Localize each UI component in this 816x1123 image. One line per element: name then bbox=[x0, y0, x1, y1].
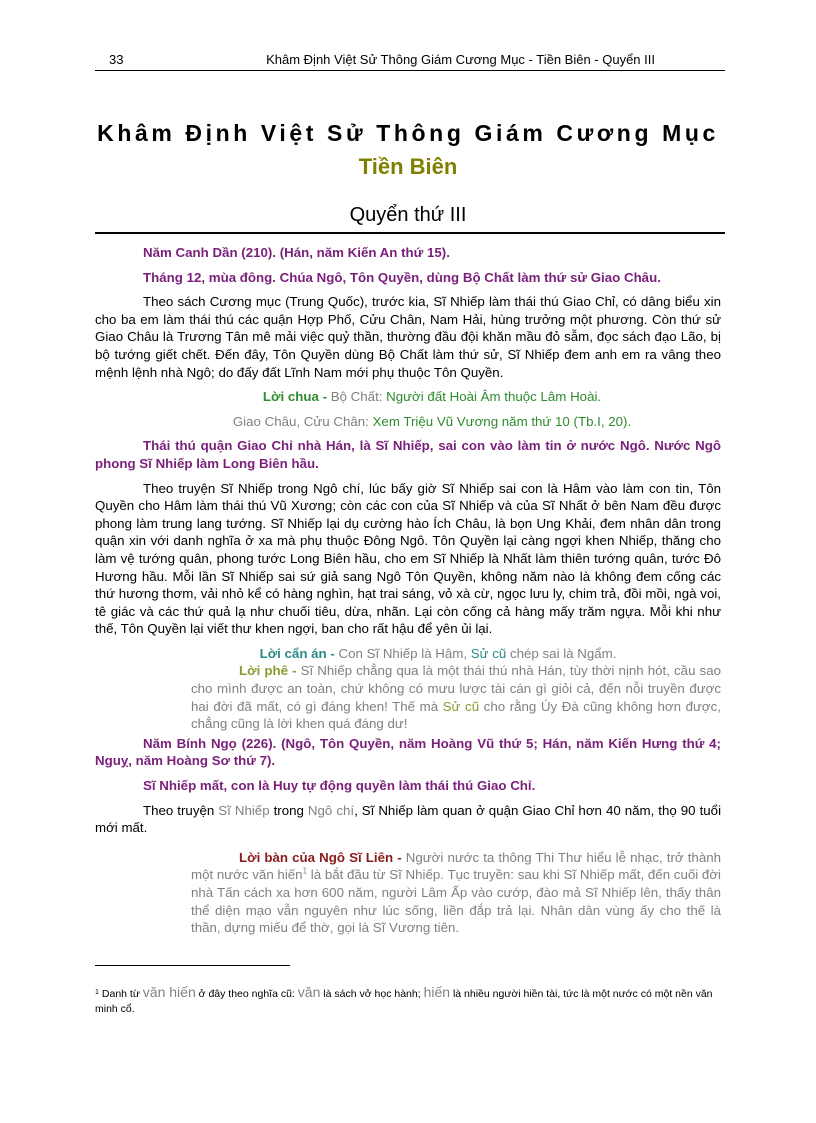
book-title: Khâm Định Việt Sử Thông Giám Cương Mục bbox=[97, 120, 719, 146]
note-giao-chau bbox=[95, 413, 721, 431]
text-run: , Sĩ Nhiếp làm quan ở quận Giao Chỉ hơn 40 năm, thọ 90 tuổi mới mất. bbox=[95, 802, 722, 836]
note-term: Giao Châu, Cửu Chân: bbox=[232, 413, 373, 429]
running-title: Khâm Định Việt Sử Thông Giám Cương Mục - Tiền Biên - Quyển III bbox=[266, 52, 655, 67]
text-run: là sách vở học hành; bbox=[320, 988, 424, 1000]
text-run: Danh từ bbox=[101, 988, 143, 1000]
footnote-reference[interactable]: 1 bbox=[302, 866, 308, 876]
text-run: là nhiều người hiền tài, tức là một nước có một nền văn minh cổ. bbox=[95, 988, 713, 1015]
term-hien: hiến bbox=[423, 984, 451, 1000]
entry-heading-long-bien-hau: Thái thú quận Giao Chỉ nhà Hán, là Sĩ Nhiếp, sai con vào làm tin ở nước Ngô. Nước Ngô phong Sĩ Nhiếp làm Long Biên hầu. bbox=[95, 438, 721, 471]
note-text: cho rằng Úy Đà cũng không hơn được, chẳng cũng là lời khen quá đáng dư! bbox=[191, 698, 721, 732]
entry-heading-year-210: Năm Canh Dần (210). (Hán, năm Kiến An thứ 15). bbox=[143, 245, 450, 260]
paragraph-ngo-chi bbox=[95, 802, 721, 837]
note-text: Con Sĩ Nhiếp là Hâm, bbox=[338, 645, 471, 661]
note-reference: Sử cũ bbox=[442, 698, 480, 714]
note-text: chép sai là Ngẩm. bbox=[506, 645, 617, 661]
term-van: văn bbox=[297, 984, 321, 1000]
note-label: Lời bàn của Ngô Sĩ Liên - bbox=[239, 849, 406, 865]
note-label: Lời chua - bbox=[262, 389, 331, 405]
person-name: Sĩ Nhiếp bbox=[218, 802, 270, 818]
book-name: Ngô chí bbox=[307, 802, 355, 818]
note-text: Xem Triệu Vũ Vương năm thứ 10 (Tb.I, 20). bbox=[372, 413, 632, 429]
title-divider bbox=[95, 232, 725, 234]
term-van-hien: văn hiến bbox=[142, 984, 196, 1000]
footnote-separator bbox=[95, 965, 290, 966]
main-content bbox=[95, 244, 721, 939]
footnote-mark: 1 bbox=[95, 989, 99, 996]
text-run: Theo truyện bbox=[143, 802, 219, 818]
note-text: Người đất Hoài Âm thuộc Lâm Hoài. bbox=[386, 389, 602, 405]
note-loi-can-an bbox=[95, 645, 721, 663]
page-number: 33 bbox=[109, 52, 124, 67]
running-header bbox=[95, 50, 725, 71]
note-label: Lời cẩn án - bbox=[259, 645, 339, 661]
entry-heading-bo-chat: Tháng 12, mùa đông. Chúa Ngô, Tôn Quyền, dùng Bộ Chất làm thứ sử Giao Châu. bbox=[143, 269, 661, 285]
note-reference: Sử cũ bbox=[470, 645, 507, 661]
entry-heading-si-nhiep-mat: Sĩ Nhiếp mất, con là Huy tự động quyền làm thái thú Giao Chỉ. bbox=[143, 778, 536, 794]
note-loi-ban bbox=[191, 849, 721, 937]
paragraph-si-nhiep: Theo truyện Sĩ Nhiếp trong Ngô chí, lúc bấy giờ Sĩ Nhiếp sai con là Hâm vào làm con tin, Tôn Quyền cho Hâm làm thái thú Vũ Xương; còn các con của Sĩ Nhiếp và của Sĩ Nhất ở bên Nam đều được phong làm trung lang tướng. Sĩ Nhiếp lại dụ cường hào Ích Châu, là bọn Ung Khải, đem nhân dân trong quận xin với danh nghĩa ở xa mà phụ thuộc Đông Ngô. Tôn Quyền lại càng ngợi khen Nhiếp, thăng cho làm vệ tướng quân, phong tước Long Biên hầu, cho em Sĩ Nhiếp là Nhất làm thiên tướng quân, tước Đô Hương hầu. Mỗi lần Sĩ Nhiếp sai sứ giả sang Ngô Tôn Quyền, không năm nào là không đem cống các thứ hương thơm, vải nhỏ kể có hàng nghìn, hạt trai sáng, vỏ xà cừ, ngọc lưu ly, chim trả, đồi mồi, ngà voi, tê giác và các thứ quả lạ như chuối tiêu, dừa, nhãn. Lại còn cống cả hàng mấy trăm ngựa. Mỗi khi như thế, Tôn Quyền lại viết thư khen ngợi, ban cho rất hậu để yên ủi lại. bbox=[95, 480, 721, 637]
note-text: Người nước ta thông Thi Thư hiểu lễ nhạc, trở thành một nước văn hiến bbox=[191, 849, 721, 883]
paragraph-cuong-muc: Theo sách Cương mục (Trung Quốc), trước kia, Sĩ Nhiếp làm thái thú Giao Chỉ, có dâng biểu xin cho ba em làm thái thú các quận Hợp Phố, Cửu Chân, Nam Hải, hùng trưởng một phương. Còn thứ sử Giao Châu là Trương Tân mê mải việc quỷ thần, thường đầu đội khăn mầu đỏ sẫm, đọc sách đạo Lão, bị bộ tướng giết chết. Đến đây, Tôn Quyền dùng Bộ Chất làm thứ sử, Sĩ Nhiếp đem anh em ra vâng theo mệnh lệnh nhà Ngô; do đấy đất Lĩnh Nam mới phụ thuộc Tôn Quyền. bbox=[95, 294, 721, 380]
note-loi-chua bbox=[95, 388, 721, 406]
note-term: Bộ Chất: bbox=[330, 389, 387, 405]
book-subtitle: Tiền Biên bbox=[358, 154, 458, 179]
volume-title: Quyển thứ III bbox=[349, 204, 467, 226]
entry-heading-year-226: Năm Bính Ngọ (226). (Ngô, Tôn Quyền, năm Hoàng Vũ thứ 5; Hán, năm Kiến Hưng thứ 4; Nguỵ, năm Hoàng Sơ thứ 7). bbox=[95, 735, 721, 769]
text-run: ở đây theo nghĩa cũ: bbox=[195, 988, 298, 1000]
footnote bbox=[95, 985, 725, 1017]
note-text: là bắt đầu từ Sĩ Nhiếp. Tục truyền: sau khi Sĩ Nhiếp mất, đến cuối đời nhà Tấn cách xa hơn 600 năm, người Lâm Ấp vào cướp, đào mả Sĩ Nhiếp lên, thấy thân thể diện mạo vẫn nguyên như lúc sống, liền đắp trả lại. Nhân dân vùng ấy cho thế là thần, dựng miếu để thờ, gọi là Sĩ Vương tiên. bbox=[191, 867, 721, 936]
note-loi-phe bbox=[191, 662, 721, 732]
note-label: Lời phê - bbox=[239, 663, 301, 679]
note-text: Sĩ Nhiếp chẳng qua là một thái thú nhà Hán, tùy thời nịnh hót, cầu sao cho mình được an toàn, chứ không có mưu lược tài cán gì giỏi cả, đến nỗi truyền được hai đời đã mất, có gì đáng khen! Thế mà bbox=[191, 663, 721, 714]
text-run: trong bbox=[269, 802, 308, 818]
